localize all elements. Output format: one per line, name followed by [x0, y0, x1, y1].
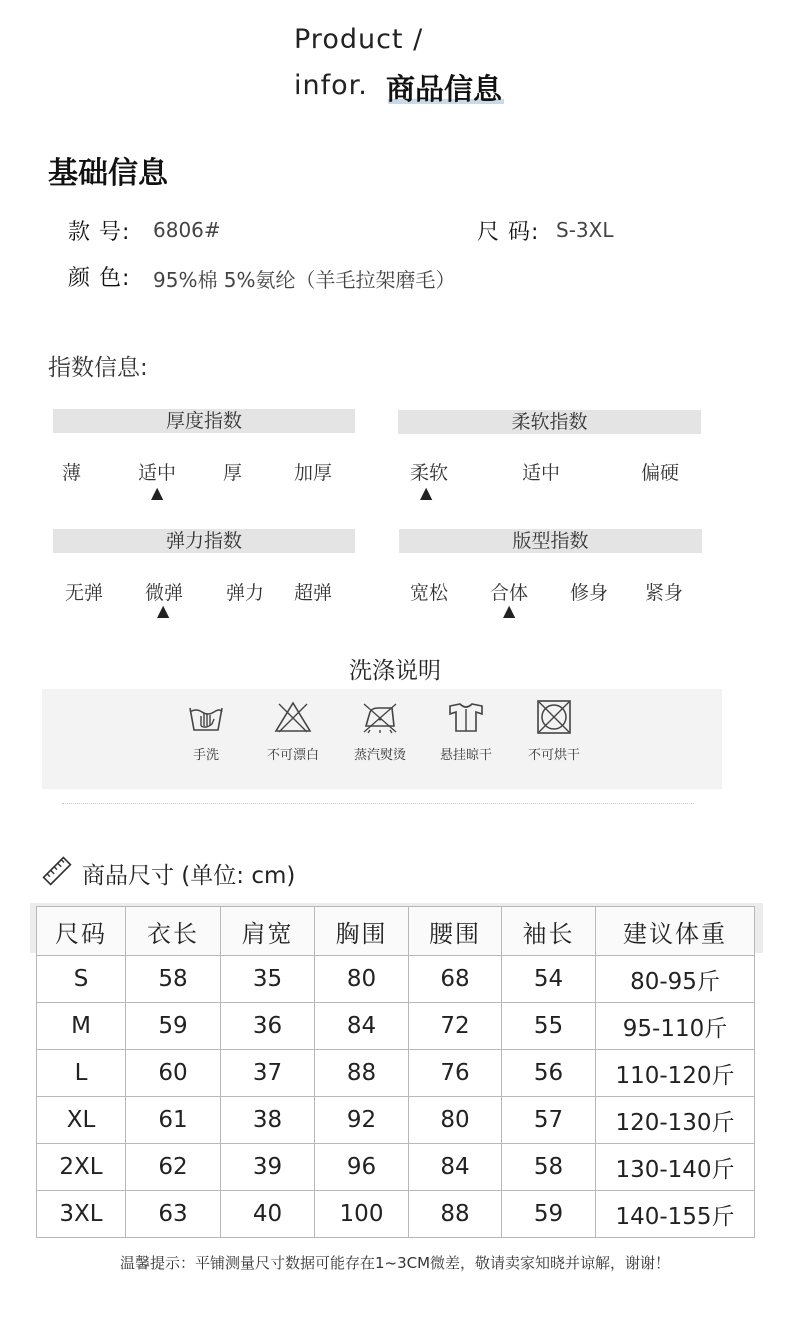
elasticity-option-elastic: 弹力 — [226, 582, 265, 604]
table-cell: 68 — [409, 956, 502, 1003]
table-row — [37, 1050, 755, 1097]
table-cell: 110-120斤 — [596, 1050, 755, 1097]
wash-label-steam-iron: 蒸汽熨烫 — [353, 748, 406, 763]
table-cell: L — [37, 1050, 126, 1097]
table-cell: 37 — [221, 1050, 315, 1097]
table-row — [37, 1144, 755, 1191]
table-row — [37, 956, 755, 1003]
table-cell: 120-130斤 — [596, 1097, 755, 1144]
table-cell: 39 — [221, 1144, 315, 1191]
table-cell: 95-110斤 — [596, 1003, 755, 1050]
index-info-title: 指数信息: — [48, 355, 148, 381]
table-cell: 72 — [409, 1003, 502, 1050]
thickness-option-medium: 适中 — [138, 462, 177, 484]
softness-option-hard: 偏硬 — [641, 462, 680, 484]
table-cell: 88 — [315, 1050, 409, 1097]
fit-option-regular: 合体 — [490, 582, 529, 604]
fit-option-loose: 宽松 — [410, 582, 449, 604]
table-cell: 54 — [502, 956, 596, 1003]
softness-option-medium: 适中 — [522, 462, 561, 484]
table-cell: 62 — [126, 1144, 221, 1191]
section-divider — [62, 803, 694, 804]
header-english-line2: infor. — [294, 70, 368, 101]
table-cell: 84 — [409, 1144, 502, 1191]
style-number-label: 款 号: — [68, 220, 131, 245]
table-cell: 40 — [221, 1191, 315, 1238]
table-cell: 58 — [502, 1144, 596, 1191]
style-number-value: 6806# — [153, 218, 221, 242]
table-cell: 38 — [221, 1097, 315, 1144]
no-tumble-dry-icon — [534, 700, 574, 734]
size-table-header-row — [37, 907, 755, 956]
elasticity-option-super: 超弹 — [294, 582, 333, 604]
elasticity-selected-marker: ▲ — [157, 601, 170, 620]
size-header-cell: 建议体重 — [596, 907, 755, 956]
table-row — [37, 1097, 755, 1144]
table-cell: 36 — [221, 1003, 315, 1050]
table-cell: 84 — [315, 1003, 409, 1050]
table-cell: 57 — [502, 1097, 596, 1144]
table-cell: XL — [37, 1097, 126, 1144]
table-cell: 61 — [126, 1097, 221, 1144]
table-cell: 3XL — [37, 1191, 126, 1238]
wash-label-hang-dry: 悬挂晾干 — [439, 748, 492, 763]
size-header-cell: 衣长 — [126, 907, 221, 956]
fit-option-slim: 修身 — [570, 582, 609, 604]
wash-item-no-tumble-dry — [514, 700, 594, 763]
table-cell: 96 — [315, 1144, 409, 1191]
elasticity-option-none: 无弹 — [65, 582, 104, 604]
color-label: 颜 色: — [68, 266, 131, 291]
no-steam-iron-icon — [360, 700, 400, 734]
wash-item-hand-wash — [166, 700, 246, 763]
elasticity-index-bar: 弹力指数 — [53, 529, 355, 553]
table-cell: 100 — [315, 1191, 409, 1238]
wash-item-steam-iron — [340, 700, 420, 763]
table-cell: 55 — [502, 1003, 596, 1050]
thickness-option-thick: 厚 — [223, 462, 243, 484]
wash-item-hang-dry — [426, 700, 506, 763]
measurement-note: 温馨提示：平铺测量尺寸数据可能存在1~3CM微差，敬请卖家知晓并谅解，谢谢！ — [119, 1254, 671, 1272]
color-value: 95%棉 5%氨纶（羊毛拉架磨毛） — [153, 268, 456, 292]
hand-wash-icon — [186, 700, 226, 734]
wash-item-no-bleach — [253, 700, 333, 763]
table-cell: 35 — [221, 956, 315, 1003]
fit-selected-marker: ▲ — [503, 601, 516, 620]
table-row — [37, 1003, 755, 1050]
size-header-cell: 袖长 — [502, 907, 596, 956]
wash-label-hand-wash: 手洗 — [192, 748, 219, 763]
size-chart-title: 商品尺寸 (单位: cm) — [82, 863, 296, 889]
table-cell: M — [37, 1003, 126, 1050]
fit-index-bar: 版型指数 — [399, 529, 702, 553]
table-cell: 140-155斤 — [596, 1191, 755, 1238]
table-cell: 92 — [315, 1097, 409, 1144]
size-table — [36, 906, 755, 1238]
hang-dry-icon — [446, 700, 486, 734]
size-range-value: S-3XL — [556, 218, 614, 242]
wash-instructions-title: 洗涤说明 — [349, 658, 441, 684]
table-cell: 88 — [409, 1191, 502, 1238]
header-title-cn: 商品信息 — [386, 72, 503, 106]
no-bleach-icon — [273, 700, 313, 734]
table-cell: 76 — [409, 1050, 502, 1097]
table-row — [37, 1191, 755, 1238]
table-cell: 2XL — [37, 1144, 126, 1191]
table-cell: 58 — [126, 956, 221, 1003]
softness-selected-marker: ▲ — [420, 483, 433, 502]
size-range-label: 尺 码: — [477, 220, 540, 245]
header-english-line1: Product / — [294, 24, 424, 55]
table-cell: 59 — [502, 1191, 596, 1238]
wash-label-no-bleach: 不可漂白 — [266, 748, 319, 763]
table-cell: 60 — [126, 1050, 221, 1097]
table-cell: 130-140斤 — [596, 1144, 755, 1191]
thickness-option-thin: 薄 — [62, 462, 82, 484]
table-cell: 80 — [315, 956, 409, 1003]
size-header-cell: 尺码 — [37, 907, 126, 956]
table-cell: 80-95斤 — [596, 956, 755, 1003]
size-header-cell: 腰围 — [409, 907, 502, 956]
table-cell: 80 — [409, 1097, 502, 1144]
table-cell: 59 — [126, 1003, 221, 1050]
ruler-icon — [42, 856, 72, 886]
thickness-selected-marker: ▲ — [151, 483, 164, 502]
elasticity-option-slight: 微弹 — [145, 582, 184, 604]
softness-option-soft: 柔软 — [410, 462, 449, 484]
thickness-option-extra-thick: 加厚 — [294, 462, 333, 484]
softness-index-bar: 柔软指数 — [398, 410, 701, 434]
table-cell: S — [37, 956, 126, 1003]
size-header-cell: 胸围 — [315, 907, 409, 956]
thickness-index-bar: 厚度指数 — [53, 409, 355, 433]
basic-info-title: 基础信息 — [48, 156, 168, 191]
fit-option-tight: 紧身 — [645, 582, 684, 604]
table-cell: 56 — [502, 1050, 596, 1097]
table-cell: 63 — [126, 1191, 221, 1238]
size-header-cell: 肩宽 — [221, 907, 315, 956]
wash-label-no-tumble-dry: 不可烘干 — [527, 748, 580, 763]
